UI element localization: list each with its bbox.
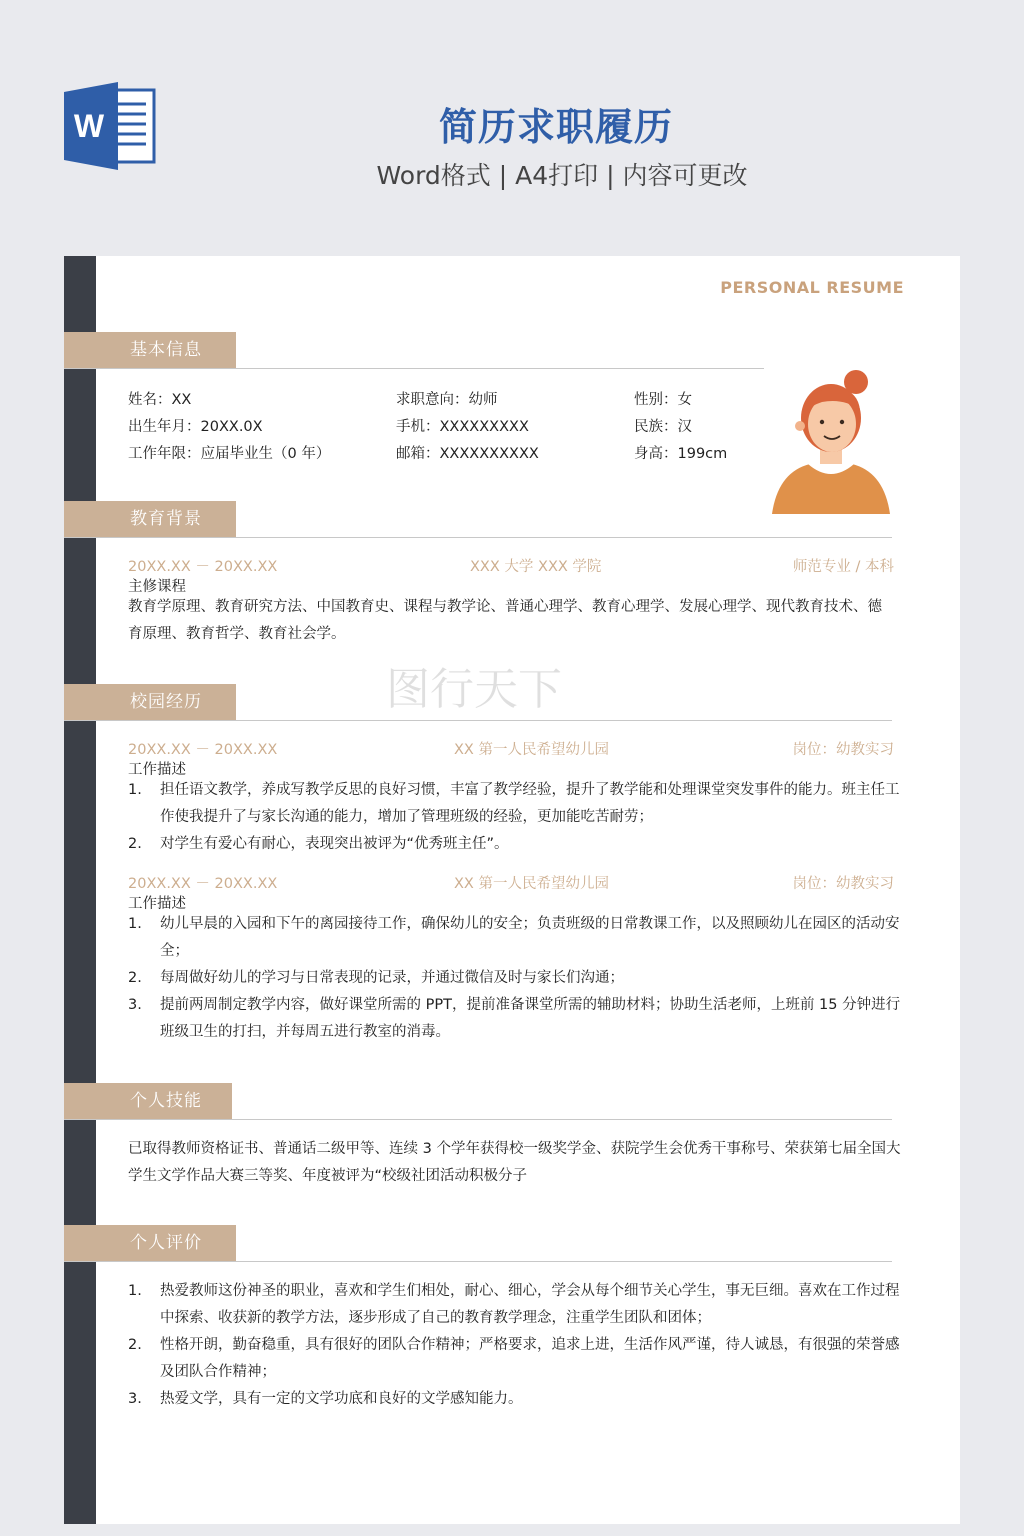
basic-intent: 求职意向：幼师	[396, 392, 498, 408]
section-divider	[64, 1261, 892, 1262]
basic-phone: 手机：XXXXXXXXX	[396, 419, 529, 435]
job1-desc-label: 工作描述	[128, 762, 186, 778]
basic-height: 身高：199cm	[634, 446, 728, 462]
list-item	[128, 992, 902, 1046]
basic-years: 工作年限：应届毕业生（0 年）	[128, 446, 331, 462]
section-divider	[64, 368, 764, 369]
list-item	[128, 1278, 902, 1332]
watermark-text: 图行天下	[386, 664, 562, 715]
list-number: 2.	[128, 836, 142, 852]
skills-text: 已取得教师资格证书、普通话二级甲等、连续 3 个学年获得校一级奖学金、获院学生会优秀干事称号、荣获第七届全国大学生文学作品大赛三等奖、年度被评为“校级社团活动积极分子	[128, 1141, 901, 1184]
section-basic-heading: 基本信息	[64, 332, 236, 368]
edu-school: XXX 大学 XXX 学院	[470, 559, 602, 575]
resume-paper	[64, 256, 960, 1524]
basic-name: 姓名：XX	[128, 392, 192, 408]
page-subtitle: Word格式 | A4打印 | 内容可更改	[376, 161, 748, 190]
job2-role: 岗位：幼教实习	[792, 876, 894, 892]
edu-period: 20XX.XX － 20XX.XX	[128, 559, 278, 575]
watermark-logo	[386, 658, 636, 718]
job2-period: 20XX.XX － 20XX.XX	[128, 876, 278, 892]
list-text: 性格开朗，勤奋稳重，具有很好的团队合作精神；严格要求，追求上进，生活作风严谨，待人诚恳，有很强的荣誉感及团队合作精神；	[160, 1337, 900, 1380]
page-title: 简历求职履历	[438, 105, 673, 149]
list-text: 对学生有爱心有耐心，表现突出被评为“优秀班主任”。	[160, 836, 509, 852]
list-number: 1.	[128, 1283, 142, 1299]
job2-desc-label: 工作描述	[128, 896, 186, 912]
section-divider	[64, 720, 892, 721]
list-number: 2.	[128, 1337, 142, 1353]
section-campus-heading: 校园经历	[64, 684, 236, 720]
job1-org: XX 第一人民希望幼儿园	[454, 742, 609, 758]
list-number: 3.	[128, 1391, 142, 1407]
list-text: 每周做好幼儿的学习与日常表现的记录，并通过微信及时与家长们沟通；	[160, 970, 624, 986]
list-number: 3.	[128, 997, 142, 1013]
job2-org: XX 第一人民希望幼儿园	[454, 876, 609, 892]
section-skills-heading: 个人技能	[64, 1083, 232, 1119]
resume-english-title: PERSONAL RESUME	[720, 278, 904, 297]
list-number: 1.	[128, 782, 142, 798]
list-item	[128, 965, 902, 992]
avatar	[770, 368, 892, 514]
list-item	[128, 1332, 902, 1386]
list-text: 幼儿早晨的入园和下午的离园接待工作，确保幼儿的安全；负责班级的日常教课工作，以及照顾幼儿在园区的活动安全；	[160, 916, 900, 959]
edu-courses: 教育学原理、教育研究方法、中国教育史、课程与教学论、普通心理学、教育心理学、发展心理学、现代教育技术、德育原理、教育哲学、教育社会学。	[128, 599, 882, 642]
job1-period: 20XX.XX － 20XX.XX	[128, 742, 278, 758]
list-item	[128, 831, 902, 858]
edu-course-label: 主修课程	[128, 579, 186, 595]
section-evaluation-heading: 个人评价	[64, 1225, 236, 1261]
list-text: 热爱文学，具有一定的文学功底和良好的文学感知能力。	[160, 1391, 523, 1407]
job1-role: 岗位：幼教实习	[792, 742, 894, 758]
svg-text:W: W	[73, 108, 105, 144]
section-divider	[64, 537, 892, 538]
edu-major: 师范专业 / 本科	[792, 559, 894, 575]
list-item	[128, 777, 902, 831]
basic-birth: 出生年月：20XX.0X	[128, 419, 263, 435]
list-text: 担任语文教学，养成写教学反思的良好习惯，丰富了教学经验，提升了教学能和处理课堂突发事件的能力。班主任工作使我提升了与家长沟通的能力，增加了管理班级的经验，更加能吃苦耐劳；	[160, 782, 900, 825]
basic-ethnic: 民族：汉	[634, 419, 692, 435]
section-divider	[64, 1119, 892, 1120]
list-number: 1.	[128, 916, 142, 932]
list-item	[128, 1386, 902, 1413]
list-number: 2.	[128, 970, 142, 986]
list-text: 提前两周制定教学内容，做好课堂所需的 PPT，提前准备课堂所需的辅助材料；协助生活老师，上班前 15 分钟进行班级卫生的打扫，并每周五进行教室的消毒。	[160, 997, 901, 1040]
basic-gender: 性别：女	[634, 392, 692, 408]
list-text: 热爱教师这份神圣的职业，喜欢和学生们相处，耐心、细心，学会从每个细节关心学生，事无巨细。喜欢在工作过程中探索、收获新的教学方法，逐步形成了自己的教育教学理念，注重学生团队和团体；	[160, 1283, 900, 1326]
section-education-heading: 教育背景	[64, 501, 236, 537]
list-item	[128, 911, 902, 965]
basic-email: 邮箱：XXXXXXXXXX	[396, 446, 539, 462]
side-bar	[64, 256, 96, 1524]
